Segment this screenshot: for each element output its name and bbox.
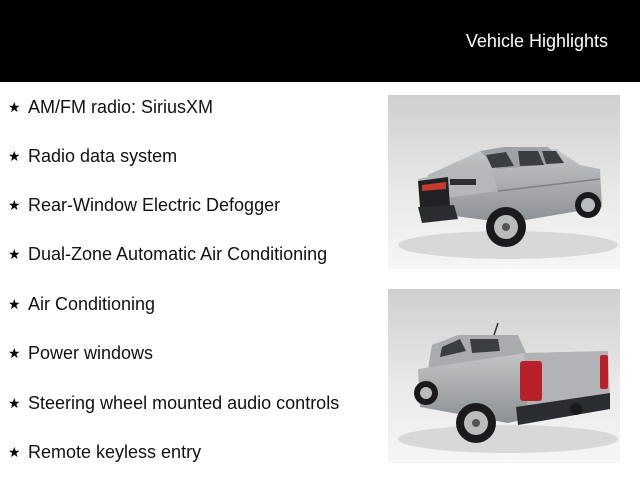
star-icon: ★ [8, 296, 21, 312]
vehicle-photo-front [388, 95, 620, 269]
star-icon: ★ [8, 395, 21, 411]
star-icon: ★ [8, 148, 21, 164]
feature-item [8, 392, 339, 414]
feature-item [8, 145, 177, 167]
feature-item [8, 194, 280, 216]
feature-label: Rear-Window Electric Defogger [28, 195, 281, 215]
header-bar [0, 0, 640, 82]
feature-label: Remote keyless entry [28, 442, 202, 462]
feature-label: Steering wheel mounted audio controls [28, 393, 340, 413]
feature-item [8, 342, 153, 364]
feature-label: Air Conditioning [28, 294, 156, 314]
star-icon: ★ [8, 444, 21, 460]
feature-label: Radio data system [28, 146, 178, 166]
star-icon: ★ [8, 197, 21, 213]
feature-item [8, 293, 155, 315]
star-icon: ★ [8, 246, 21, 262]
star-icon: ★ [8, 99, 21, 115]
star-icon: ★ [8, 345, 21, 361]
truck-front-image [388, 95, 620, 269]
truck-rear-image [388, 289, 620, 463]
feature-item [8, 243, 327, 265]
feature-label: Power windows [28, 343, 154, 363]
feature-label: AM/FM radio: SiriusXM [28, 97, 214, 117]
feature-item [8, 96, 213, 118]
feature-label: Dual-Zone Automatic Air Conditioning [28, 244, 328, 264]
vehicle-photo-rear [388, 289, 620, 463]
page-title: Vehicle Highlights [465, 31, 608, 51]
feature-item [8, 441, 201, 463]
